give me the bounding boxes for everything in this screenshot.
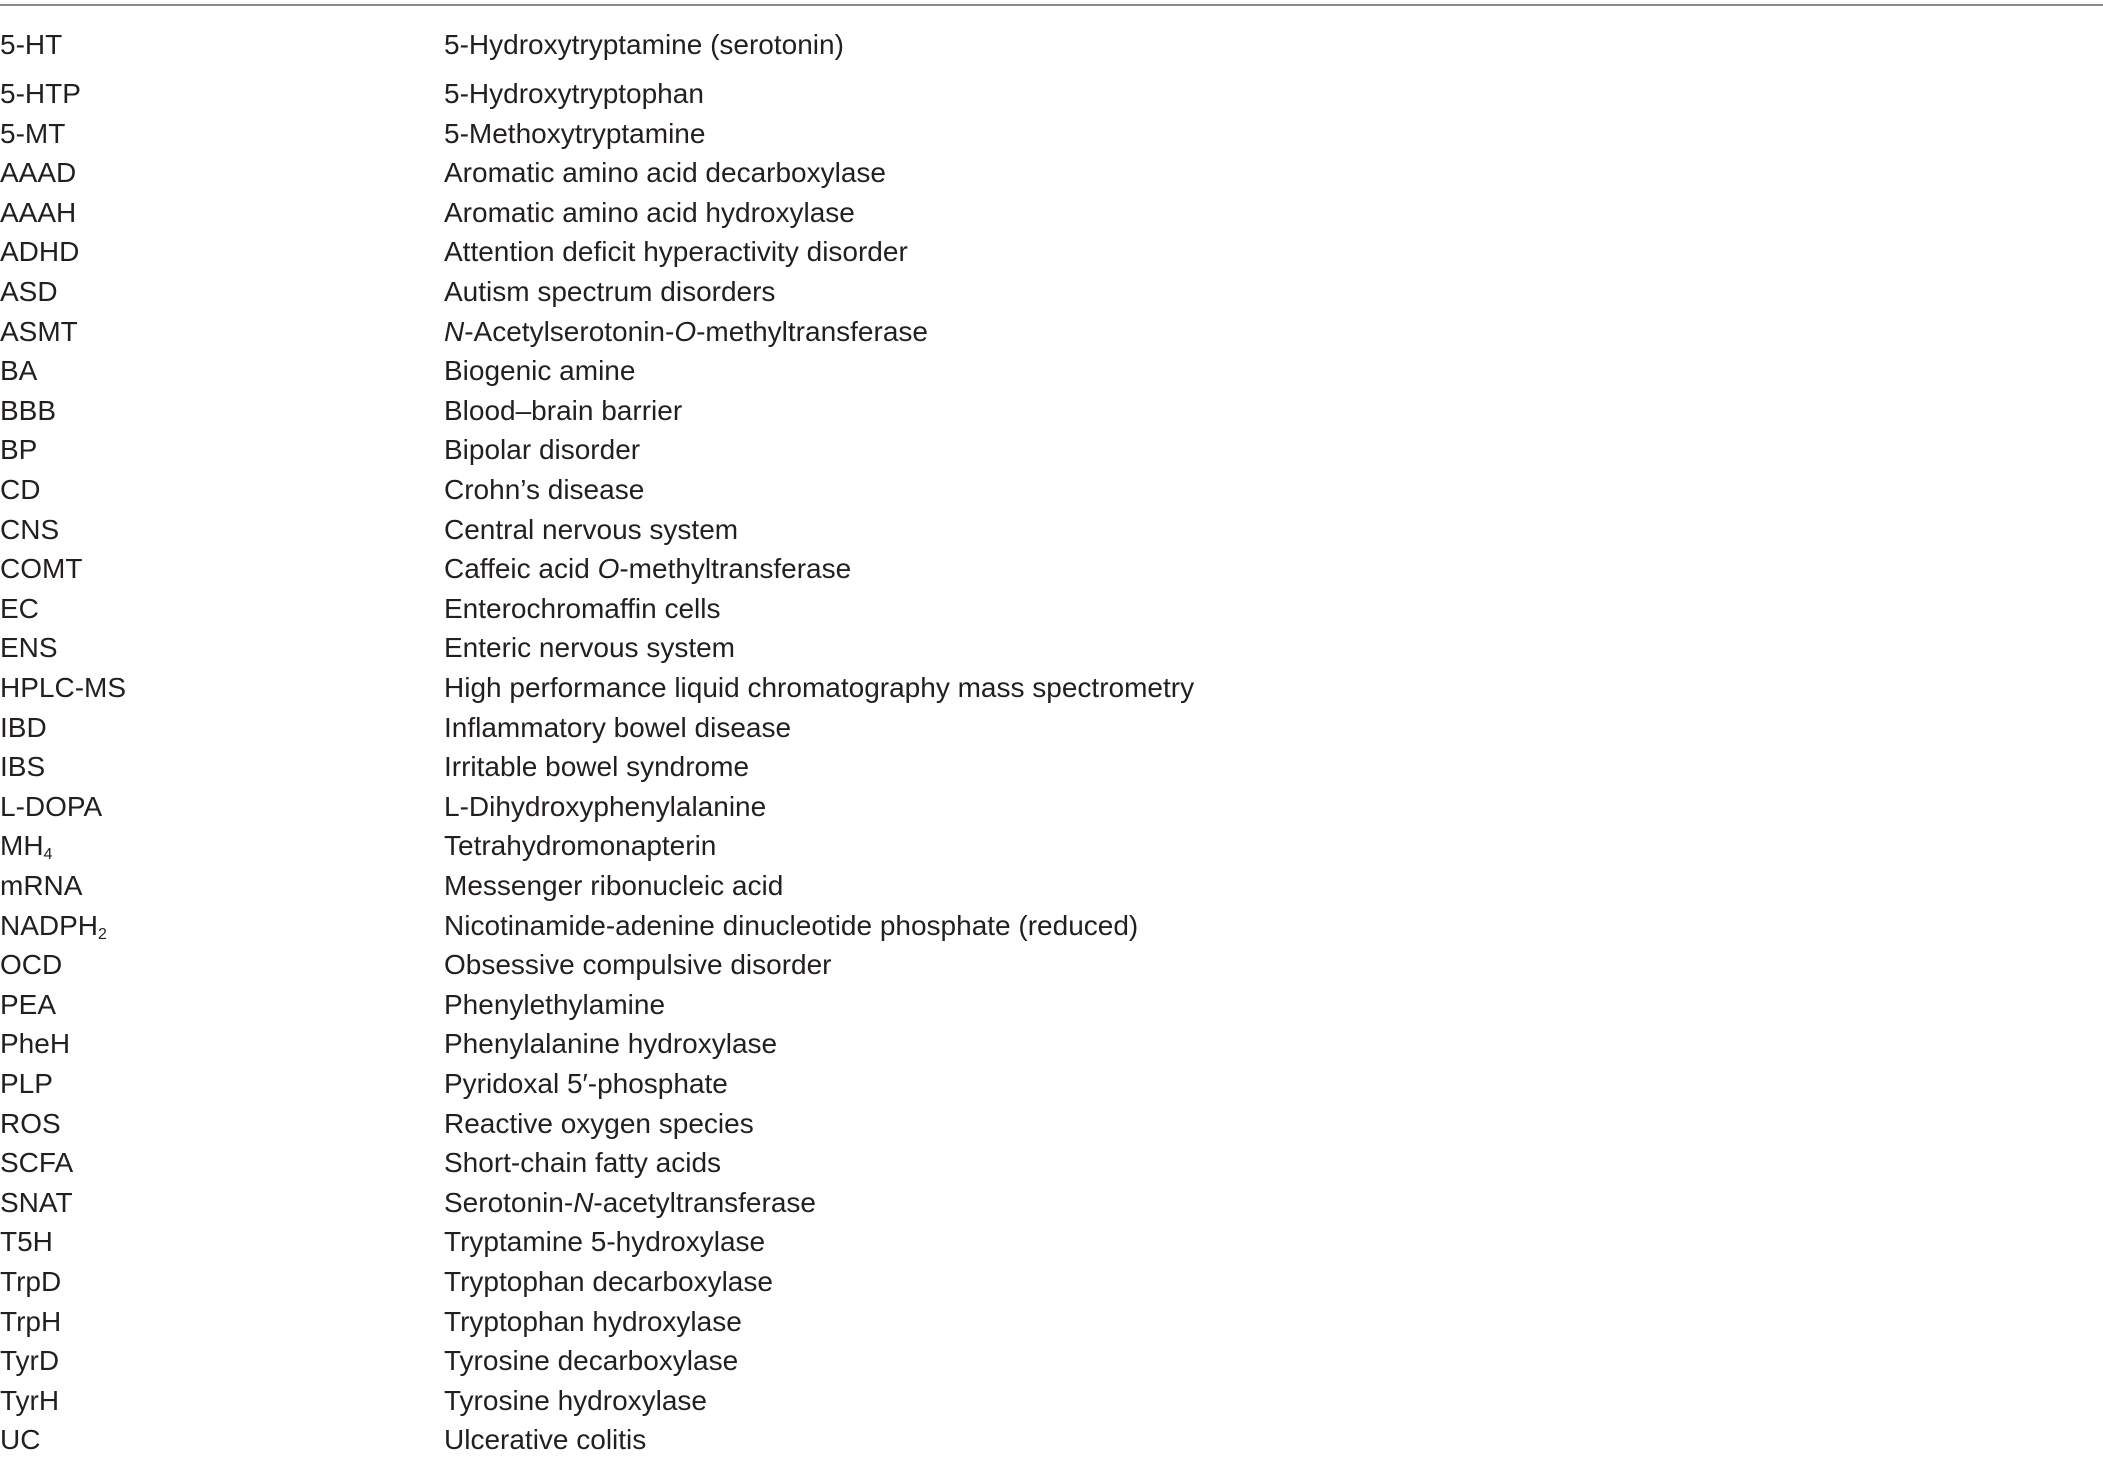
abbreviation-definition: Obsessive compulsive disorder (444, 949, 832, 981)
abbreviation-term (0, 1420, 40, 1460)
abbreviation-definition: 5-Hydroxytryptamine (serotonin) (444, 29, 844, 60)
table-row (0, 1104, 2103, 1144)
abbreviation-term (0, 430, 37, 470)
abbreviation-term (0, 74, 81, 114)
abbreviation-term (0, 787, 102, 827)
table-row (0, 25, 2103, 65)
abbreviation-definition: Short-chain fatty acids (444, 1147, 722, 1179)
abbreviation-term (0, 628, 58, 668)
table-row (0, 708, 2103, 748)
table-row (0, 747, 2103, 787)
abbreviation-definition: Enterochromaffin cells (444, 592, 721, 624)
abbreviation-definition: Pyridoxal 5′-phosphate (444, 1068, 728, 1099)
table-row (0, 1064, 2103, 1104)
abbreviation-definition: Inflammatory bowel disease (444, 711, 792, 743)
abbreviation-term-text: TrpH (0, 1305, 62, 1337)
abbreviation-term (0, 232, 79, 272)
abbreviation-term (0, 153, 76, 193)
abbreviation-definition: Irritable bowel syndrome (444, 751, 750, 783)
abbreviation-term-text: BA (0, 355, 38, 387)
abbreviation-term (0, 549, 82, 589)
abbreviation-definition: Tyrosine decarboxylase (444, 1345, 739, 1377)
table-row (0, 549, 2103, 589)
abbreviation-term-text: PEA (0, 988, 57, 1020)
table-row (0, 1222, 2103, 1262)
table-row (0, 1341, 2103, 1381)
abbreviation-term-text: PheH (0, 1028, 71, 1060)
abbreviation-definition: Aromatic amino acid hydroxylase (444, 196, 855, 228)
abbreviation-definition: N-Acetylserotonin-O-methyltransferase (444, 315, 928, 347)
abbreviation-definition: Phenylethylamine (444, 988, 666, 1020)
table-row (0, 826, 2103, 866)
abbreviation-term (0, 312, 78, 352)
abbreviation-definition: Tryptophan decarboxylase (444, 1266, 773, 1297)
abbreviation-term-text: mRNA (0, 870, 83, 901)
abbreviation-term-text: BP (0, 434, 38, 466)
table-row (0, 1381, 2103, 1421)
abbreviation-definition: Caffeic acid O-methyltransferase (444, 553, 852, 585)
abbreviation-term (0, 866, 82, 906)
abbreviation-term (0, 351, 37, 391)
table-row (0, 866, 2103, 906)
abbreviation-term-text: NADPH (0, 909, 99, 941)
abbreviation-definition: Biogenic amine (444, 355, 636, 387)
table-row (0, 312, 2103, 352)
abbreviation-definition: Bipolar disorder (444, 434, 641, 466)
table-row (0, 1420, 2103, 1460)
abbreviation-term-text: CD (0, 474, 41, 505)
abbreviation-term-text: COMT (0, 553, 83, 585)
abbreviation-term (0, 1222, 53, 1262)
abbreviation-term-text: EC (0, 592, 39, 624)
abbreviation-term (0, 945, 62, 985)
abbreviation-term-text: HPLC-MS (0, 672, 127, 703)
abbreviation-term-text: SNAT (0, 1186, 73, 1218)
abbreviation-term-text: TyrD (0, 1345, 60, 1377)
abbreviation-term-text: ASMT (0, 315, 78, 347)
table-row (0, 1024, 2103, 1064)
abbreviation-term-text: ENS (0, 632, 58, 664)
abbreviation-term (0, 1143, 73, 1183)
table-row (0, 74, 2103, 114)
abbreviation-term-text: ROS (0, 1107, 61, 1139)
abbreviation-definition: 5-Hydroxytryptophan (444, 78, 704, 109)
table-row (0, 787, 2103, 827)
abbreviation-term-text: IBD (0, 711, 47, 743)
abbreviation-term (0, 1064, 53, 1104)
abbreviation-definition: Ulcerative colitis (444, 1424, 647, 1456)
abbreviation-term (0, 1104, 61, 1144)
table-row (0, 906, 2103, 946)
table-row (0, 1262, 2103, 1302)
abbreviation-term (0, 826, 52, 866)
abbreviation-term-text: AAAD (0, 157, 77, 189)
abbreviation-term (0, 1302, 61, 1342)
abbreviation-definition: Aromatic amino acid decarboxylase (444, 157, 886, 189)
abbreviation-term-text: AAAH (0, 196, 77, 228)
abbreviation-term (0, 25, 62, 65)
abbreviation-definition: Nicotinamide-adenine dinucleotide phosphate (reduced) (444, 909, 1139, 941)
abbreviation-term-text: 5-MT (0, 117, 66, 149)
abbreviation-definition: Messenger ribonucleic acid (444, 870, 784, 901)
abbreviation-term (0, 272, 58, 312)
abbreviation-term-text: TrpD (0, 1266, 62, 1297)
table-row (0, 1143, 2103, 1183)
abbreviation-term-subscript: 4 (43, 846, 53, 864)
table-row (0, 430, 2103, 470)
abbreviation-term (0, 708, 47, 748)
table-top-rule (0, 4, 2103, 6)
abbreviation-definition: Attention deficit hyperactivity disorder (444, 236, 908, 268)
abbreviation-term (0, 1381, 59, 1421)
abbreviation-term-text: 5-HT (0, 29, 63, 60)
abbreviation-definition: Crohn’s disease (444, 474, 645, 505)
table-row (0, 1302, 2103, 1342)
abbreviation-term (0, 114, 65, 154)
abbreviation-definition: Serotonin-N-acetyltransferase (444, 1186, 816, 1218)
abbreviation-term-text: T5H (0, 1226, 53, 1258)
abbreviation-term-text: 5-HTP (0, 78, 81, 109)
table-row (0, 985, 2103, 1025)
abbreviation-term-text: TyrH (0, 1384, 60, 1416)
table-row (0, 114, 2103, 154)
table-row (0, 153, 2103, 193)
table-row (0, 589, 2103, 629)
abbreviation-term-text: PLP (0, 1068, 53, 1099)
abbreviation-definition: 5-Methoxytryptamine (444, 117, 706, 149)
abbreviation-definition: Enteric nervous system (444, 632, 735, 664)
abbreviation-term-text: ADHD (0, 236, 80, 268)
table-row (0, 668, 2103, 708)
abbreviation-term (0, 391, 56, 431)
abbreviation-term-text: UC (0, 1424, 41, 1456)
abbreviation-term-text: SCFA (0, 1147, 74, 1179)
table-row (0, 272, 2103, 312)
table-row (0, 391, 2103, 431)
abbreviation-term-text: BBB (0, 394, 57, 426)
abbreviation-term (0, 1262, 61, 1302)
abbreviation-term-text: ASD (0, 276, 58, 307)
abbreviation-definition: Tetrahydromonapterin (444, 830, 717, 862)
abbreviation-term (0, 510, 59, 550)
table-row (0, 232, 2103, 272)
abbreviation-definition: Tyrosine hydroxylase (444, 1384, 708, 1416)
abbreviation-term (0, 1024, 70, 1064)
abbreviation-term-text: L-DOPA (0, 790, 103, 822)
table-row (0, 510, 2103, 550)
abbreviation-term (0, 906, 107, 946)
abbreviation-definition: Tryptamine 5-hydroxylase (444, 1226, 766, 1258)
abbreviation-definition: Phenylalanine hydroxylase (444, 1028, 778, 1060)
table-row (0, 1183, 2103, 1223)
abbreviation-definition: Central nervous system (444, 513, 739, 545)
abbreviation-definition: High performance liquid chromatography mass spectrometry (444, 672, 1195, 703)
abbreviation-term-text: MH (0, 830, 44, 862)
abbreviation-term (0, 470, 40, 510)
abbreviation-definition: Autism spectrum disorders (444, 276, 776, 307)
abbreviation-term-subscript: 2 (98, 925, 107, 943)
abbreviation-term (0, 1341, 59, 1381)
abbreviation-term (0, 193, 76, 233)
table-row (0, 193, 2103, 233)
abbreviation-term (0, 985, 56, 1025)
abbreviation-term (0, 1183, 73, 1223)
abbreviation-definition: Reactive oxygen species (444, 1107, 754, 1139)
abbreviation-term (0, 747, 45, 787)
table-row (0, 628, 2103, 668)
abbreviation-term (0, 668, 126, 708)
table-row (0, 470, 2103, 510)
abbreviation-term-text: OCD (0, 949, 63, 981)
table-row (0, 945, 2103, 985)
table-row (0, 351, 2103, 391)
abbreviation-term-text: IBS (0, 751, 46, 783)
abbreviation-definition: Tryptophan hydroxylase (444, 1305, 742, 1337)
abbreviation-definition: L-Dihydroxyphenylalanine (444, 790, 767, 822)
abbreviation-term (0, 589, 39, 629)
abbreviation-definition: Blood–brain barrier (444, 394, 683, 426)
abbreviation-term-text: CNS (0, 513, 60, 545)
